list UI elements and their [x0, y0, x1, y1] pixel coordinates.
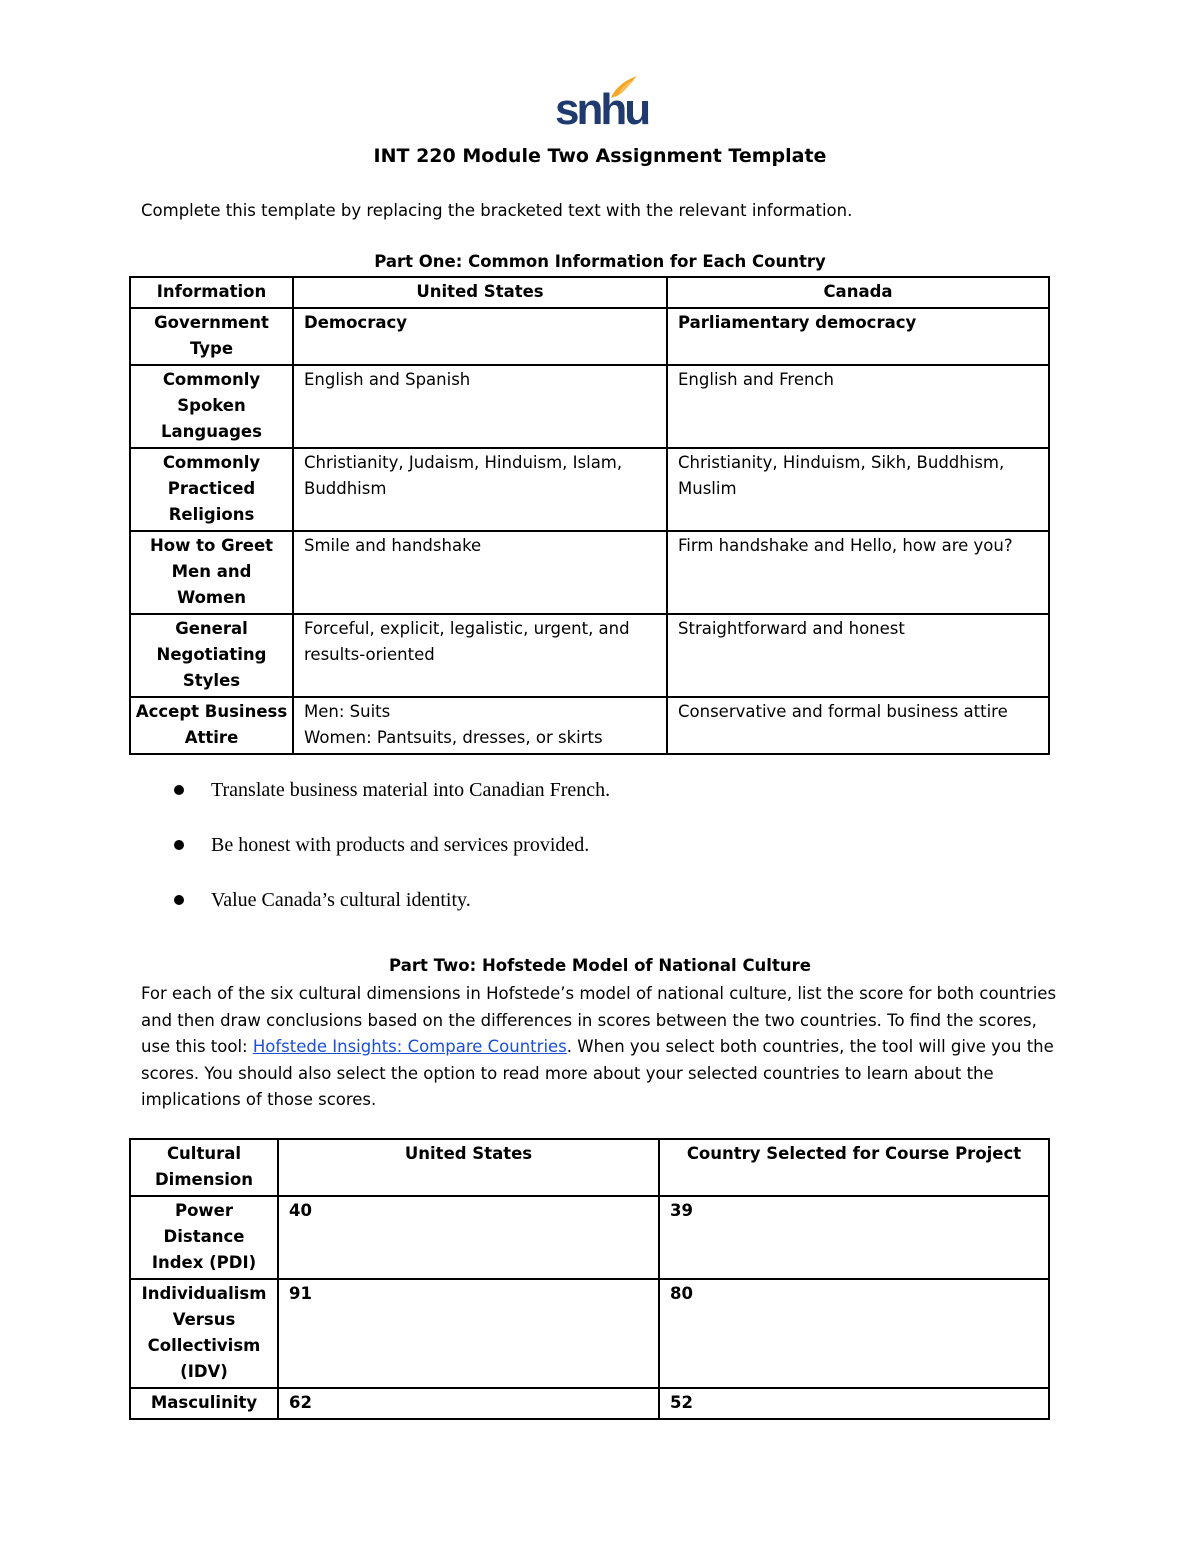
part-one-table: [129, 276, 1050, 755]
row-label: Power Distance Index (PDI): [130, 1196, 278, 1279]
selected-country-score: 39: [659, 1196, 1049, 1279]
us-cell: [293, 697, 667, 754]
canada-cell: Firm handshake and Hello, how are you?: [667, 531, 1049, 614]
table-row: [130, 1279, 1049, 1388]
us-cell: Smile and handshake: [293, 531, 667, 614]
header-united-states: United States: [293, 277, 667, 308]
hofstede-link[interactable]: Hofstede Insights: Compare Countries: [252, 1037, 567, 1056]
us-attire-women: Women: Pantsuits, dresses, or skirts: [304, 728, 603, 747]
selected-country-score: 80: [659, 1279, 1049, 1388]
logo-text: snhu: [555, 85, 649, 134]
table-row: [130, 365, 1049, 448]
part-two-table: [129, 1138, 1050, 1420]
canada-cell: Christianity, Hinduism, Sikh, Buddhism, Muslim: [667, 448, 1049, 531]
table-header-row: [130, 277, 1049, 308]
bullet-icon: [174, 785, 184, 795]
bullet-icon: [174, 895, 184, 905]
list-item: Value Canada’s cultural identity.: [174, 886, 610, 941]
us-attire-men: Men: Suits: [304, 702, 391, 721]
table-row: [130, 448, 1049, 531]
row-label: General Negotiating Styles: [130, 614, 293, 697]
table-row: [130, 697, 1049, 754]
document-title: INT 220 Module Two Assignment Template: [373, 145, 827, 167]
row-label: Masculinity: [130, 1388, 278, 1419]
canada-cell: Straightforward and honest: [667, 614, 1049, 697]
part-one-caption: Part One: Common Information for Each Country: [374, 252, 826, 271]
us-score: 40: [278, 1196, 659, 1279]
us-cell: Christianity, Judaism, Hinduism, Islam, Buddhism: [293, 448, 667, 531]
snhu-logo: [555, 74, 649, 134]
row-label: Commonly Practiced Religions: [130, 448, 293, 531]
table-row: [130, 1388, 1049, 1419]
row-label: Individualism Versus Collectivism (IDV): [130, 1279, 278, 1388]
bullet-icon: [174, 840, 184, 850]
header-country-selected: Country Selected for Course Project: [659, 1139, 1049, 1196]
header-united-states: United States: [278, 1139, 659, 1196]
row-label: Accept Business Attire: [130, 697, 293, 754]
header-information: Information: [130, 277, 293, 308]
canada-cell: English and French: [667, 365, 1049, 448]
instruction-text: Complete this template by replacing the bracketed text with the relevant information.: [141, 201, 853, 220]
canada-cell: Conservative and formal business attire: [667, 697, 1049, 754]
row-label: How to Greet Men and Women: [130, 531, 293, 614]
us-cell: Forceful, explicit, legalistic, urgent, and results-oriented: [293, 614, 667, 697]
part-two-caption: Part Two: Hofstede Model of National Culture: [389, 956, 811, 975]
list-item: Translate business material into Canadian French.: [174, 776, 610, 831]
part-two-paragraph: For each of the six cultural dimensions in Hofstede’s model of national culture, list the score for both countries and then draw conclusions based on the differences in scores between the two countries. To find the scores, use this tool: Hofstede Insights: Compare Countries. When you select both countries, the tool will give you the scores. You should also select the option to read more about your selected countries to learn about the implications of those scores.: [141, 984, 1057, 1109]
header-canada: Canada: [667, 277, 1049, 308]
header-cultural-dimension: Cultural Dimension: [130, 1139, 278, 1196]
table-row: [130, 308, 1049, 365]
us-cell: English and Spanish: [293, 365, 667, 448]
us-score: 91: [278, 1279, 659, 1388]
us-score: 62: [278, 1388, 659, 1419]
bullet-list: [174, 776, 610, 941]
table-header-row: [130, 1139, 1049, 1196]
table-row: [130, 614, 1049, 697]
canada-cell: Parliamentary democracy: [667, 308, 1049, 365]
table-row: [130, 1196, 1049, 1279]
list-item: Be honest with products and services provided.: [174, 831, 610, 886]
us-cell: Democracy: [293, 308, 667, 365]
row-label: Commonly Spoken Languages: [130, 365, 293, 448]
table-row: [130, 531, 1049, 614]
row-label: Government Type: [130, 308, 293, 365]
selected-country-score: 52: [659, 1388, 1049, 1419]
